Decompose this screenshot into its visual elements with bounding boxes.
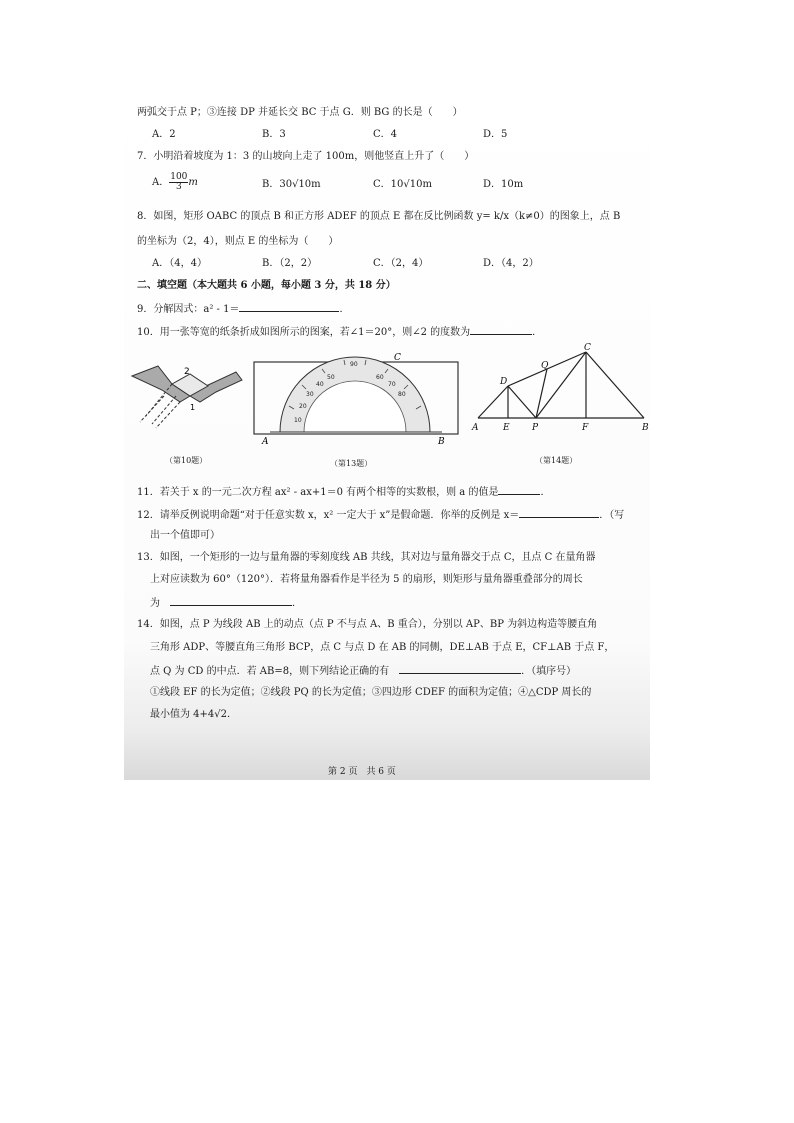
fig14-label-q: Q: [541, 361, 549, 371]
q6-option-a: A．2: [152, 129, 176, 140]
q14-end: ．（填序号）: [521, 666, 577, 677]
figure-14: [470, 340, 650, 435]
fig14-label-p: P: [532, 423, 539, 433]
q11-answer-blank: [498, 484, 540, 495]
q14-text-4: ①线段 EF 的长为定值；②线段 PQ 的长为定值；③四边形 CDEF 的面积为定值；④△CDP 周长的: [150, 687, 592, 698]
q8-text-2: 的坐标为（2，4），则点 E 的坐标为（ ）: [137, 236, 339, 247]
q13-line-3: [150, 595, 302, 610]
q10-answer-blank: [470, 324, 532, 335]
q6-option-d: D．5: [483, 129, 508, 140]
q13-text: 13．如图，一个矩形的一边与量角器的零刻度线 AB 共线，其对边与量角器交于点 C，且点 C 在量角器: [137, 552, 596, 563]
figure-10-caption: （第10题）: [165, 456, 208, 465]
q9: [137, 301, 349, 316]
protractor-tick-50: 50: [327, 374, 335, 381]
q9-answer-blank: [239, 301, 339, 312]
fig14-label-e: E: [503, 423, 510, 433]
figure-14-caption: （第14题）: [535, 456, 578, 465]
q10-text: 10．用一张等宽的纸条折成如图所示的图案，若∠1＝20°，则∠2 的度数为: [137, 327, 471, 338]
q12-text-2: 出一个值即可）: [150, 530, 220, 541]
q14-text-2: 三角形 ADP、等腰直角三角形 BCP，点 C 与点 D 在 AB 的同侧，DE⊥AB 于点 E，CF⊥AB 于点 F，: [150, 642, 615, 653]
q14-text-3: 点 Q 为 CD 的中点．若 AB=8，则下列结论正确的有: [150, 666, 390, 677]
q11-text: 11．若关于 x 的一元二次方程 ax² - ax+1＝0 有两个相等的实数根，则 a 的值是: [137, 487, 499, 498]
q8-option-a: A．（4，4）: [152, 258, 207, 269]
q7-option-b: B．30√10m: [262, 179, 321, 190]
fig10-label-2: 2: [184, 367, 190, 377]
q8-text: 8．如图，矩形 OABC 的顶点 B 和正方形 ADEF 的顶点 E 都在反比例函数 y= k/x（k≠0）的图象上，点 B: [137, 211, 621, 222]
q7-option-a-unit: m: [188, 177, 198, 188]
fig14-label-b: B: [642, 423, 649, 433]
q13-text-3: 为: [150, 598, 160, 609]
q11-end: ．: [540, 487, 551, 498]
protractor-tick-80: 80: [398, 391, 406, 398]
protractor-tick-20: 20: [299, 403, 307, 410]
fig14-label-a: A: [472, 423, 479, 433]
q7-option-a-fraction: [169, 173, 188, 192]
fig14-label-d: D: [500, 377, 508, 387]
q7-option-d: D．10m: [483, 179, 524, 190]
q7-option-a: [152, 173, 198, 192]
q12-answer-blank: [519, 507, 599, 518]
protractor-tick-60: 60: [376, 374, 384, 381]
q7-text: 7．小明沿着坡度为 1：3 的山坡向上走了 100m，则他竖直上升了（ ）: [137, 151, 475, 162]
q7-option-a-numerator: 100: [170, 172, 188, 182]
q7-option-a-denominator: 3: [175, 182, 182, 192]
fig13-label-c: C: [394, 353, 401, 363]
fig14-label-f: F: [582, 423, 589, 433]
q8-option-c: C．（2，4）: [373, 258, 429, 269]
q10: [137, 324, 542, 339]
fig10-label-1: 1: [190, 403, 196, 412]
q14-text: 14．如图，点 P 为线段 AB 上的动点（点 P 不与点 A、B 重合），分别以 AP、BP 为斜边构造等腰直角: [137, 619, 598, 630]
q12-end: ．（写: [599, 510, 625, 521]
protractor-tick-90: 90: [350, 361, 358, 368]
q14-answer-blank: [399, 663, 521, 674]
fig13-label-a: A: [262, 437, 269, 447]
q8-option-d: D．（4，2）: [483, 258, 539, 269]
q13-text-2: 上对应读数为 60°（120°）．若将量角器看作是半径为 5 的扇形，则矩形与量角器重叠部分的周长: [150, 574, 583, 585]
q12-text: 12．请举反例说明命题“对于任意实数 x，x² 一定大于 x”是假命题．你举的反例是 x＝: [137, 510, 520, 521]
figure-13-caption: （第13题）: [330, 459, 373, 468]
fig13-label-b: B: [438, 437, 445, 447]
q9-text: 9．分解因式：a² - 1＝: [137, 304, 240, 315]
q10-end: ．: [532, 327, 543, 338]
figure-13: [252, 350, 462, 448]
protractor-tick-70: 70: [388, 381, 396, 388]
page-number: 第 2 页 共 6 页: [328, 767, 396, 777]
q7-option-a-label: A．: [152, 177, 170, 188]
figure-10: [128, 352, 246, 434]
q7-option-c: C．10√10m: [373, 179, 432, 190]
q13-end: ．: [292, 598, 302, 609]
q9-end: ．: [339, 304, 350, 315]
q8-option-b: B．（2，2）: [262, 258, 318, 269]
section-2-heading: 二、填空题（本大题共 6 小题，每小题 3 分，共 18 分）: [137, 280, 396, 291]
protractor-tick-40: 40: [316, 381, 324, 388]
q14-text-5: 最小值为 4+4√2．: [150, 709, 238, 720]
q12: [137, 507, 624, 522]
q11: [137, 484, 550, 499]
protractor-tick-30: 30: [306, 391, 314, 398]
q6-option-b: B．3: [262, 129, 286, 140]
q6-option-c: C．4: [373, 129, 398, 140]
fig14-label-c: C: [584, 343, 591, 353]
protractor-tick-10: 10: [294, 417, 302, 424]
q13-answer-blank: [170, 595, 292, 606]
q6-text: 两弧交于点 P；③连接 DP 并延长交 BC 于点 G．则 BG 的长是（ ）: [137, 107, 463, 118]
q14-line-3: [150, 663, 576, 678]
